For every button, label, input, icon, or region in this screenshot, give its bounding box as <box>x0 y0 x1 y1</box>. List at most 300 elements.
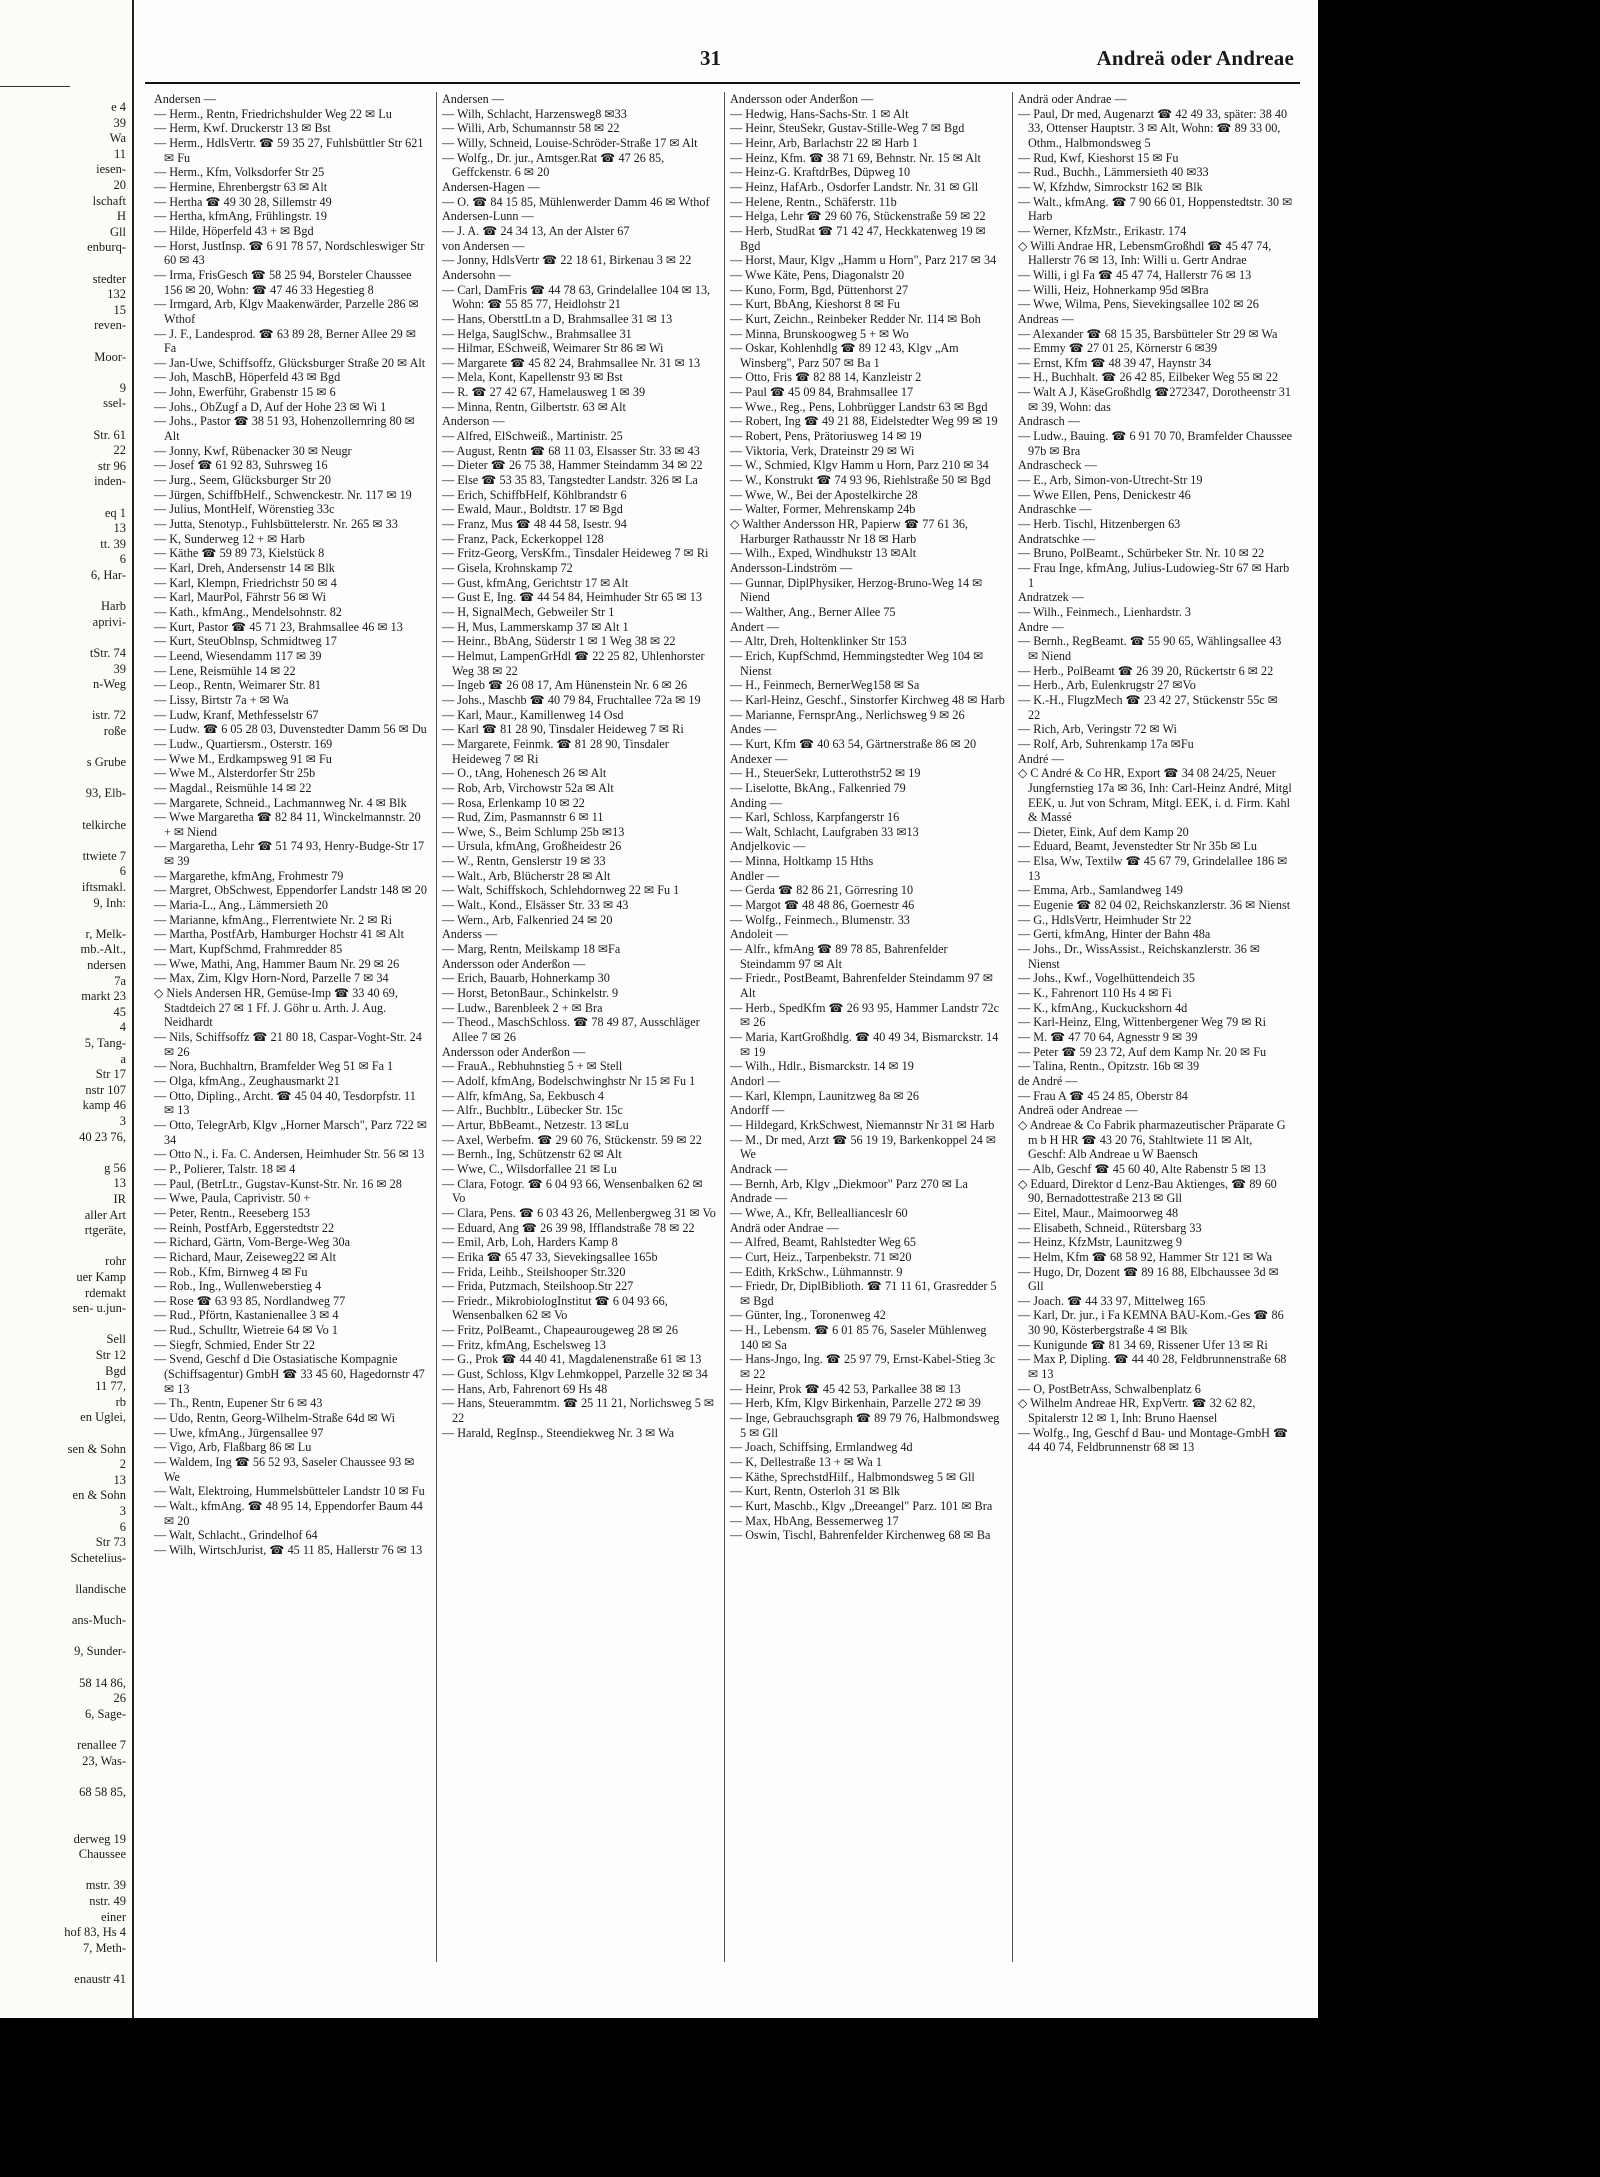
directory-entry: — Gunnar, DiplPhysiker, Herzog-Bruno-Weg 14 ✉ Niend <box>730 575 983 605</box>
directory-entry: — R. ☎ 27 42 67, Hamelausweg 1 ✉ 39 <box>442 385 646 400</box>
directory-entry: — Elisabeth, Schneid., Rütersbarg 33 <box>1018 1220 1202 1235</box>
directory-entry: — Max P, Dipling. ☎ 44 40 28, Feldbrunnenstraße 68 ✉ 13 <box>1018 1352 1287 1382</box>
directory-entry: — Ewald, Maur., Boldtstr. 17 ✉ Bgd <box>442 502 623 517</box>
previous-page-fragment: mb.-Alt., <box>80 942 126 957</box>
directory-entry: — Karl, Schloss, Karpfangerstr 16 <box>730 810 900 825</box>
directory-entry: — M., Dr med, Arzt ☎ 56 19 19, Barkenkoppel 24 ✉ We <box>730 1132 997 1162</box>
directory-entry: — Alfr., Buchbltr., Lübecker Str. 15c <box>442 1103 623 1118</box>
directory-entry: — Emma, Arb., Samlandweg 149 <box>1018 883 1183 898</box>
directory-entry: — Kurt, Maschb., Klgv „Dreeangel" Parz. 101 ✉ Bra <box>730 1499 993 1513</box>
directory-entry: — Kurt, SteuOblnsp, Schmidtweg 17 <box>154 634 337 649</box>
previous-page-fragment: 15 <box>113 302 126 317</box>
directory-entry: — Rud, Zim, Pasmannstr 6 ✉ 11 <box>442 810 604 825</box>
directory-entry: — Otto, TelegrArb, Klgv „Horner Marsch", Parz 722 ✉ 34 <box>154 1117 428 1147</box>
directory-entry: — Wilh, WirtschJurist, ☎ 45 11 85, Hallerstr 76 ✉ 13 <box>154 1542 423 1557</box>
column-divider <box>1012 92 1013 1962</box>
previous-page-fragment: iftsmakl. <box>81 880 126 894</box>
directory-entry: — Käthe ☎ 59 89 73, Kielstück 8 <box>154 546 325 561</box>
directory-entry: — Erika ☎ 65 47 33, Sievekingsallee 165b <box>442 1249 658 1264</box>
previous-page-fragment: aller Art <box>84 1207 126 1222</box>
surname-heading: Andersen-Hagen — <box>442 179 540 194</box>
directory-entry: — Herb, Kfm, Klgv Birkenhain, Parzelle 272 ✉ 39 <box>730 1396 981 1411</box>
directory-entry: — Margret, ObSchwest, Eppendorfer Landstr 148 ✉ 20 <box>154 883 427 898</box>
directory-entry: — Rud., Pförtn, Kastanienallee 3 ✉ 4 <box>154 1308 339 1323</box>
directory-entry: — Fritz, kfmAng, Eschelsweg 13 <box>442 1337 606 1352</box>
previous-page-fragment: uer Kamp <box>76 1270 126 1284</box>
directory-entry: — Theod., MaschSchloss. ☎ 78 49 87, Ausschläger Allee 7 ✉ 26 <box>442 1015 700 1044</box>
directory-entry: — Jürgen, SchiffbHelf., Schwenckestr. Nr. 117 ✉ 19 <box>154 487 412 502</box>
directory-entry: — Günter, Ing., Toronenweg 42 <box>730 1308 886 1323</box>
directory-entry: — Wwe Käte, Pens, Diagonalstr 20 <box>730 267 905 282</box>
directory-entry: — Oswin, Tischl, Bahrenfelder Kirchenweg 68 ✉ Ba <box>730 1528 991 1543</box>
previous-page-fragment: ttwiete 7 <box>82 848 126 863</box>
directory-entry: — Wolfg., Dr. jur., Amtsger.Rat ☎ 47 26 85, Geffckenstr. 6 ✉ 20 <box>442 150 665 180</box>
previous-page-fragment: markt 23 <box>81 989 126 1004</box>
directory-entry: — Axel, Werbefm. ☎ 29 60 76, Stückenstr. 59 ✉ 22 <box>442 1132 702 1147</box>
directory-entry: — Jan-Uwe, Schiffsoffz, Glücksburger Straße 20 ✉ Alt <box>154 355 426 370</box>
previous-page-fragment: llandische <box>75 1582 126 1596</box>
directory-entry: — August, Rentn ☎ 68 11 03, Elsasser Str. 33 ✉ 43 <box>442 443 700 458</box>
directory-entry: — Bernh., Ing, Schützenstr 62 ✉ Alt <box>442 1147 622 1162</box>
directory-entry: — H., Feinmech, BernerWeg158 ✉ Sa <box>730 678 920 693</box>
directory-entry: — Karl, Dreh, Andersenstr 14 ✉ Blk <box>154 561 335 575</box>
directory-entry: — Th., Rentn, Eupener Str 6 ✉ 43 <box>154 1396 323 1411</box>
directory-entry: — Rolf, Arb, Suhrenkamp 17a ✉Fu <box>1018 736 1194 751</box>
directory-entry: — Irmgard, Arb, Klgv Maakenwärder, Parzelle 286 ✉ Wthof <box>154 297 419 326</box>
previous-page-fragment: 6 <box>119 1519 126 1534</box>
directory-entry: — Johs., Maschb ☎ 40 79 84, Fruchtallee 72a ✉ 19 <box>442 692 701 707</box>
previous-page-fragment: g 56 <box>104 1160 126 1175</box>
directory-entry: — Frau Inge, kfmAng, Julius-Ludowieg-Str 67 ✉ Harb 1 <box>1018 561 1290 590</box>
directory-entry: — Hans, ObersttLtn a D, Brahmsallee 31 ✉ 13 <box>442 311 673 326</box>
directory-entry: — Jonny, Kwf, Rübenacker 30 ✉ Neugr <box>154 443 352 458</box>
directory-entry: — Carl, DamFris ☎ 44 78 63, Grindelallee 104 ✉ 13, Wohn: ☎ 55 85 77, Heidlohstr 21 <box>442 282 711 312</box>
page-number: 31 <box>700 46 721 70</box>
surname-heading: Andre — <box>1018 619 1064 634</box>
directory-entry: — K, Sunderweg 12 + ✉ Harb <box>154 531 305 546</box>
directory-entry: — Adolf, kfmAng, Bodelschwinghstr Nr 15 ✉ Fu 1 <box>442 1073 696 1088</box>
surname-heading: Andrä oder Andrae — <box>1018 92 1127 106</box>
directory-entry: — Gust E, Ing. ☎ 44 54 84, Heimhuder Str 65 ✉ 13 <box>442 590 702 605</box>
directory-entry: — Oskar, Kohlenhdlg ☎ 89 12 43, Klgv „Am Winsberg", Parz 507 ✉ Ba 1 <box>730 341 959 370</box>
directory-entry: — Karl, Maur., Kamillenweg 14 Osd <box>442 707 624 722</box>
directory-entry: — Friedr, Dr, DiplBiblioth. ☎ 71 11 61, Grasredder 5 ✉ Bgd <box>730 1279 997 1308</box>
directory-entry: — Else ☎ 53 35 83, Tangstedter Landstr. 326 ✉ La <box>442 473 698 488</box>
directory-entry: — Johs., Pastor ☎ 38 51 93, Hohenzollernring 80 ✉ Alt <box>154 414 415 444</box>
directory-entry: — Horst, BetonBaur., Schinkelstr. 9 <box>442 986 619 1001</box>
directory-entry: ◇ Eduard, Direktor d Lenz-Bau Aktienges, ☎ 89 60 90, Bernadottestraße 213 ✉ Gll <box>1018 1176 1277 1206</box>
surname-heading: Andjelkovic — <box>730 839 806 854</box>
directory-entry: — Wwe, A., Kfr, Belleallianceslr 60 <box>730 1205 908 1220</box>
directory-entry: — Kurt, Kfm ☎ 40 63 54, Gärtnerstraße 86 ✉ 20 <box>730 736 977 751</box>
previous-page-fragment: 39 <box>113 661 126 676</box>
previous-page-fragment: 9, Sunder- <box>74 1644 126 1659</box>
previous-page-fragment: 13 <box>113 1176 126 1191</box>
previous-page-fragment: 6 <box>119 864 126 879</box>
directory-entry: — Martha, PostfArb, Hamburger Hochstr 41 ✉ Alt <box>154 927 404 942</box>
previous-page-fragment: ndersen <box>87 958 126 972</box>
directory-entry: — Helmut, LampenGrHdl ☎ 22 25 82, Uhlenhorster Weg 38 ✉ 22 <box>442 648 705 678</box>
surname-heading: Andrä oder Andrae — <box>730 1220 839 1235</box>
previous-page-fragment: 39 <box>113 115 126 130</box>
directory-entry: — Wilh., Feinmech., Lienhardstr. 3 <box>1018 604 1191 619</box>
directory-entry: — Kath., kfmAng., Mendelsohnstr. 82 <box>154 604 342 619</box>
previous-page-fragment: rtgeräte, <box>84 1223 126 1238</box>
directory-entry: — Bernh, Arb, Klgv „Diekmoor" Parz 270 ✉ La <box>730 1176 968 1191</box>
previous-page-fragment: istr. 72 <box>91 708 126 723</box>
directory-entry: — Emmy ☎ 27 01 25, Körnerstr 6 ✉39 <box>1018 341 1218 356</box>
previous-page-fragment: tStr. 74 <box>89 646 126 660</box>
directory-entry: — Mela, Kont, Kapellenstr 93 ✉ Bst <box>442 370 623 385</box>
directory-entry: — Dieter ☎ 26 75 38, Hammer Steindamm 34 ✉ 22 <box>442 458 703 473</box>
directory-entry: — Helene, Rentn., Schäferstr. 11b <box>730 194 897 209</box>
surname-heading: Andersen — <box>154 92 216 106</box>
directory-entry: — Walt., Arb, Blücherstr 28 ✉ Alt <box>442 868 611 883</box>
scan-border-bottom <box>0 2018 1600 2177</box>
previous-page-fragment: 11 77, <box>95 1379 126 1394</box>
directory-entry: — J. A. ☎ 24 34 13, An der Alster 67 <box>442 223 630 238</box>
surname-heading: Anding — <box>730 795 782 810</box>
directory-entry: — H., Lebensm. ☎ 6 01 85 76, Saseler Mühlenweg 140 ✉ Sa <box>730 1323 987 1352</box>
directory-entry: — Paul, Dr med, Augenarzt ☎ 42 49 33, später: 38 40 33, Ottenser Hauptstr. 3 ✉ Alt, Wohn: ☎ 89 33 00, Othm., Halbmondsweg 5 <box>1018 106 1288 150</box>
directory-entry: — Marianne, FernsprAng., Nerlichsweg 9 ✉ 26 <box>730 707 965 722</box>
previous-page-fragment: 40 23 76, <box>79 1129 126 1144</box>
directory-entry: — Irma, FrisGesch ☎ 58 25 94, Borsteler Chaussee 156 ✉ 20, Wohn: ☎ 47 46 33 Hegestieg 8 <box>154 267 412 297</box>
previous-page-fragment: roße <box>103 724 126 738</box>
directory-entry: — Herb., PolBeamt ☎ 26 39 20, Rückertstr 6 ✉ 22 <box>1018 663 1274 678</box>
directory-entry: — Wolfg., Ing, Geschf d Bau- und Montage-GmbH ☎ 44 40 74, Feldbrunnenstr 68 ✉ 13 <box>1018 1425 1289 1455</box>
previous-page-fragment: a <box>120 1051 126 1066</box>
directory-entry: — Curt, Heiz., Tarpenbekstr. 71 ✉20 <box>730 1249 912 1264</box>
directory-entry: — Marg, Rentn, Meilskamp 18 ✉Fa <box>442 942 621 957</box>
directory-entry: — Alexander ☎ 68 15 35, Barsbütteler Str 29 ✉ Wa <box>1018 326 1278 341</box>
previous-page-fragment: 68 58 85, <box>79 1784 126 1799</box>
directory-entry: — Wwe, S., Beim Schlump 25b ✉13 <box>442 824 625 839</box>
directory-entry: — Wern., Arb, Falkenried 24 ✉ 20 <box>442 912 613 927</box>
previous-page-fragment: Str 12 <box>95 1348 126 1362</box>
surname-heading: Andersen — <box>442 92 504 106</box>
directory-entry: — Nils, Schiffsoffz ☎ 21 80 18, Caspar-Voght-Str. 24 ✉ 26 <box>154 1030 422 1059</box>
previous-page-fragment: en & Sohn <box>72 1488 126 1503</box>
surname-heading: Andersohn — <box>442 267 511 282</box>
directory-entry: — Heinz, KfzMstr, Launitzweg 9 <box>1018 1235 1182 1250</box>
surname-heading: André — <box>1018 751 1064 766</box>
previous-page-fragment: 13 <box>113 521 126 536</box>
directory-entry: — Kunigunde ☎ 81 34 69, Rissener Ufer 13 ✉ Ri <box>1018 1337 1268 1352</box>
directory-entry: — Karl-Heinz, Geschf., Sinstorfer Kirchweg 48 ✉ Harb <box>730 692 1005 707</box>
directory-entry: — Herb, StudRat ☎ 71 42 47, Heckkatenweg 19 ✉ Bgd <box>730 223 986 253</box>
directory-entry: — Maria-L., Ang., Lämmersieth 20 <box>154 898 328 913</box>
surname-heading: Andexer — <box>730 751 788 766</box>
previous-page-edge <box>0 0 134 2018</box>
directory-entry: — Vigo, Arb, Flaßbarg 86 ✉ Lu <box>154 1440 312 1455</box>
directory-entry: — Wwe., Reg., Pens, Lohbrügger Landstr 63 ✉ Bgd <box>730 399 988 414</box>
previous-page-fragment: hof 83, Hs 4 <box>64 1925 126 1940</box>
directory-entry: — Walt., kfmAng. ☎ 48 95 14, Eppendorfer Baum 44 ✉ 20 <box>154 1499 423 1528</box>
previous-page-fragment: Moor- <box>94 349 126 364</box>
directory-entry: — W., Schmied, Klgv Hamm u Horn, Parz 210 ✉ 34 <box>730 458 989 473</box>
directory-entry: — K., Fahrenort 110 Hs 4 ✉ Fi <box>1018 986 1172 1001</box>
surname-heading: Andrade — <box>730 1191 788 1206</box>
column-3 <box>730 92 1005 1962</box>
directory-entry: — Max, Zim, Klgv Horn-Nord, Parzelle 7 ✉ 34 <box>154 971 389 986</box>
directory-entry: — Horst, Maur, Klgv „Hamm u Horn", Parz 217 ✉ 34 <box>730 253 997 268</box>
directory-entry: — Joach, Schiffsing, Ermlandweg 4d <box>730 1440 913 1455</box>
previous-page-fragment: renallee 7 <box>77 1738 126 1752</box>
directory-entry: — Gisela, Krohnskamp 72 <box>442 561 573 575</box>
directory-entry: — Wwe, Mathi, Ang, Hammer Baum Nr. 29 ✉ 26 <box>154 956 400 971</box>
directory-entry: — O. ☎ 84 15 85, Mühlenwerder Damm 46 ✉ Wthof <box>442 194 710 209</box>
directory-entry: — Walt, Elektroing, Hummelsbütteler Landstr 10 ✉ Fu <box>154 1484 425 1499</box>
directory-entry: — Karl, MaurPol, Fährstr 56 ✉ Wi <box>154 590 326 605</box>
previous-page-fragment: 9, Inh: <box>93 895 126 910</box>
directory-entry: — G., Prok ☎ 44 40 41, Magdalenenstraße 61 ✉ 13 <box>442 1352 702 1367</box>
directory-entry: — Willi, i gl Fa ☎ 45 47 74, Hallerstr 76 ✉ 13 <box>1018 267 1252 282</box>
directory-entry: — Franz, Mus ☎ 48 44 58, Isestr. 94 <box>442 517 627 532</box>
directory-entry: — Marianne, kfmAng., Flerrentwiete Nr. 2 ✉ Ri <box>154 912 393 927</box>
directory-entry: — O., tAng, Hohenesch 26 ✉ Alt <box>442 766 607 781</box>
directory-entry: — Emil, Arb, Loh, Harders Kamp 8 <box>442 1235 618 1250</box>
previous-page-fragment: 13 <box>113 1472 126 1487</box>
directory-entry: — Eugenie ☎ 82 04 02, Reichskanzlerstr. 36 ✉ Nienst <box>1018 898 1291 913</box>
directory-entry: — Bruno, PolBeamt., Schürbeker Str. Nr. 10 ✉ 22 <box>1018 546 1265 561</box>
directory-entry: — Kurt, Pastor ☎ 45 71 23, Brahmsallee 46 ✉ 13 <box>154 619 403 634</box>
directory-entry: — John, Ewerführ, Grabenstr 15 ✉ 6 <box>154 385 336 400</box>
column-4 <box>1018 92 1293 1962</box>
previous-page-fragment: iesen- <box>96 162 126 177</box>
previous-page-fragment: enburq- <box>87 240 126 255</box>
directory-entry: — Joach. ☎ 44 33 97, Mittelweg 165 <box>1018 1293 1206 1308</box>
previous-page-fragment: 6, Sage- <box>85 1706 126 1721</box>
directory-entry: — Walt A J, KäseGroßhdlg ☎272347, Dorotheenstr 31 ✉ 39, Wohn: das <box>1018 385 1291 414</box>
previous-page-fragment: en Uglei, <box>80 1410 126 1425</box>
directory-entry: — Margot ☎ 48 48 86, Goernestr 46 <box>730 898 915 913</box>
directory-entry: — Wwe Ellen, Pens, Denickestr 46 <box>1018 487 1191 502</box>
previous-page-fragment: 3 <box>119 1504 126 1518</box>
directory-entry: — Rud., Schulltr, Wietreie 64 ✉ Vo 1 <box>154 1323 338 1338</box>
surname-heading: Andreä oder Andreae — <box>1018 1103 1138 1118</box>
directory-entry: — Bernh., RegBeamt. ☎ 55 90 65, Wählingsallee 43 ✉ Niend <box>1018 634 1282 663</box>
directory-entry: — Helm, Kfm ☎ 68 58 92, Hammer Str 121 ✉ Wa <box>1018 1249 1273 1264</box>
directory-entry: — Minna, Rentn, Gilbertstr. 63 ✉ Alt <box>442 399 626 414</box>
directory-entry: — Wilh., Hdlr., Bismarckstr. 14 ✉ 19 <box>730 1059 914 1074</box>
previous-page-fragment: Schetelius- <box>70 1550 126 1565</box>
previous-page-fragment: 2 <box>119 1457 126 1472</box>
directory-entry: — Magdal., Reismühle 14 ✉ 22 <box>154 780 312 795</box>
previous-page-fragment: enaustr 41 <box>74 1972 126 1986</box>
directory-entry: — Hermine, Ehrenbergstr 63 ✉ Alt <box>154 179 328 194</box>
previous-page-fragment: aprivi- <box>92 614 126 629</box>
directory-entry: — O, PostBetrAss, Schwalbenplatz 6 <box>1018 1381 1201 1396</box>
running-head: Andreä oder Andreae <box>1096 46 1294 70</box>
directory-entry: — Peter, Rentn., Reeseberg 153 <box>154 1205 310 1220</box>
previous-page-fragment: 23, Was- <box>82 1753 126 1768</box>
directory-entry: — Johs., ObZugf a D, Auf der Hohe 23 ✉ Wi 1 <box>154 399 387 414</box>
directory-entry: — Margarethe, kfmAng, Frohmestr 79 <box>154 868 344 883</box>
directory-entry: — Willi, Heiz, Hohnerkamp 95d ✉Bra <box>1018 282 1209 297</box>
directory-entry: — Ludw, Kranf, Methfesselstr 67 <box>154 707 319 722</box>
directory-entry: — Jurg., Seem, Glücksburger Str 20 <box>154 473 331 488</box>
directory-entry: — Erich, Bauarb, Hohnerkamp 30 <box>442 971 610 986</box>
column-divider <box>724 92 725 1962</box>
previous-page-fragment: rb <box>115 1394 126 1409</box>
surname-heading: Andreas — <box>1018 311 1074 326</box>
directory-entry: ◇ Willi Andrae HR, LebensmGroßhdl ☎ 45 47 74, Hallerstr 76 ✉ 13, Inh: Willi u. Gertr Andrae <box>1018 238 1272 268</box>
directory-entry: — Hugo, Dr, Dozent ☎ 89 16 88, Elbchaussee 3d ✉ Gll <box>1018 1264 1279 1294</box>
previous-page-fragment: nstr. 49 <box>89 1894 126 1908</box>
directory-entry: — Wwe, C., Wilsdorfallee 21 ✉ Lu <box>442 1161 617 1176</box>
previous-page-fragment: 4 <box>119 1020 126 1035</box>
directory-entry: — Liselotte, BkAng., Falkenried 79 <box>730 780 906 795</box>
directory-entry: — Alfr, kfmAng, Sa, Eekbusch 4 <box>442 1088 604 1103</box>
previous-page-fragment: 22 <box>113 443 126 458</box>
directory-entry: — Gust, kfmAng, Gerichtstr 17 ✉ Alt <box>442 575 629 590</box>
directory-entry: — Margarete, Feinmk. ☎ 81 28 90, Tinsdaler Heideweg 7 ✉ Ri <box>442 736 669 766</box>
directory-entry: — Wwe, Paula, Caprivistr. 50 + <box>154 1191 311 1206</box>
directory-entry: — W., Konstrukt ☎ 74 93 96, Riehlstraße 50 ✉ Bgd <box>730 473 991 488</box>
surname-heading: de André — <box>1018 1073 1078 1088</box>
directory-entry: — Wwe M., Alsterdorfer Str 25b <box>154 766 316 781</box>
directory-entry: — K., kfmAng., Kuckuckshorn 4d <box>1018 1000 1188 1015</box>
directory-entry: — Willy, Schneid, Louise-Schröder-Straße 17 ✉ Alt <box>442 135 698 150</box>
previous-page-fragment: mstr. 39 <box>85 1878 126 1893</box>
directory-entry: — Ursula, kfmAng, Großheidestr 26 <box>442 839 622 854</box>
directory-entry: — H., Buchhalt. ☎ 26 42 85, Eilbeker Weg 55 ✉ 22 <box>1018 370 1279 385</box>
directory-entry: — Richard, Maur, Zeiseweg22 ✉ Alt <box>154 1249 337 1264</box>
column-1 <box>154 92 429 1962</box>
previous-page-fragment: ans-Much- <box>71 1613 126 1628</box>
directory-entry: — J. F., Landesprod. ☎ 63 89 28, Berner Allee 29 ✉ Fa <box>154 326 417 356</box>
previous-page-fragment: 93, Elb- <box>85 786 126 801</box>
previous-page-fragment: tt. 39 <box>100 536 126 551</box>
directory-entry: — Kuno, Form, Bgd, Püttenhorst 27 <box>730 282 909 297</box>
previous-page-fragment: 6 <box>119 552 126 567</box>
directory-entry: — Eitel, Maur., Maimoorweg 48 <box>1018 1205 1179 1220</box>
surname-heading: Andes — <box>730 722 777 737</box>
directory-entry: — Olga, kfmAng., Zeughausmarkt 21 <box>154 1073 340 1088</box>
directory-entry: — Nora, Buchhaltrn, Bramfelder Weg 51 ✉ Fa 1 <box>154 1059 394 1074</box>
previous-page-fragment: 132 <box>107 287 126 302</box>
directory-entry: — Maria, KartGroßhdlg. ☎ 40 49 34, Bismarckstr. 14 ✉ 19 <box>730 1030 999 1059</box>
directory-entry: — Herm., Kfm, Volksdorfer Str 25 <box>154 165 325 180</box>
directory-entry: — Walther, Ang., Berner Allee 75 <box>730 604 896 619</box>
directory-entry: — K.-H., FlugzMech ☎ 23 42 27, Stückenstr 55c ✉ 22 <box>1018 692 1278 722</box>
previous-page-fragment: n-Weg <box>92 677 126 692</box>
previous-page-fragment: 26 <box>113 1691 126 1706</box>
previous-page-fragment: str 96 <box>97 458 126 473</box>
directory-entry: — Siegfr, Schmied, Ender Str 22 <box>154 1337 315 1352</box>
directory-entry: — Otto, Fris ☎ 82 88 14, Kanzleistr 2 <box>730 370 922 385</box>
directory-entry: — Heinr., BbAng, Süderstr 1 ✉ 1 Weg 38 ✉ 22 <box>442 634 676 649</box>
directory-entry: — Eduard, Ang ☎ 26 39 98, Ifflandstraße 78 ✉ 22 <box>442 1220 695 1235</box>
directory-entry: — Richard, Gärtn, Vom-Berge-Weg 30a <box>154 1235 351 1250</box>
previous-page-fragment: 6, Har- <box>90 568 126 582</box>
previous-page-fragment: kamp 46 <box>82 1098 126 1113</box>
directory-entry: — Heinz-G. KraftdrBes, Düpweg 10 <box>730 165 911 180</box>
previous-page-fragment: telkirche <box>82 817 126 832</box>
surname-heading: Andersson-Lindström — <box>730 561 853 575</box>
directory-entry: — Edith, KrkSchw., Lühmannstr. 9 <box>730 1264 903 1279</box>
previous-page-fragment: e 4 <box>111 100 126 114</box>
previous-page-fragment: 9 <box>119 380 126 395</box>
directory-entry: — Fritz, PolBeamt., Chapeaurougeweg 28 ✉ 26 <box>442 1323 678 1338</box>
directory-entry: — Helga, Lehr ☎ 29 60 76, Stückenstraße 59 ✉ 22 <box>730 209 986 224</box>
directory-entry: — Karl-Heinz, Elng, Wittenbergener Weg 79 ✉ Ri <box>1018 1015 1267 1030</box>
surname-heading: Andratschke — <box>1018 531 1095 546</box>
directory-entry: — Hilde, Höperfeld 43 + ✉ Bgd <box>154 223 314 238</box>
previous-page-fragment: rdemakt <box>85 1285 126 1300</box>
directory-entry: — Erich, KupfSchmd, Hemmingstedter Weg 104 ✉ Nienst <box>730 648 984 678</box>
directory-entry: — Fritz-Georg, VersKfm., Tinsdaler Heideweg 7 ✉ Ri <box>442 546 709 561</box>
directory-entry: ◇ Wilhelm Andreae HR, ExpVertr. ☎ 32 62 82, Spitalerstr 12 ✉ 1, Inh: Bruno Haensel <box>1018 1396 1256 1426</box>
directory-entry: — Werner, KfzMstr., Erikastr. 174 <box>1018 223 1187 238</box>
previous-page-fragment: 7a <box>114 973 126 988</box>
previous-page-fragment: rohr <box>105 1254 126 1269</box>
directory-entry: — Johs., Kwf., Vogelhüttendeich 35 <box>1018 971 1195 986</box>
directory-entry: — FrauA., Rebhuhnstieg 5 + ✉ Stell <box>442 1059 623 1074</box>
previous-page-fragment: Str. 61 <box>93 427 126 442</box>
directory-entry: — Hans, Steuerammtm. ☎ 25 11 21, Norlichsweg 5 ✉ 22 <box>442 1396 715 1426</box>
directory-entry: — Rosa, Erlenkamp 10 ✉ 22 <box>442 795 585 810</box>
directory-entry: — Wwe, Wilma, Pens, Sievekingsallee 102 ✉ 26 <box>1018 297 1259 312</box>
directory-entry: — Paul ☎ 45 09 84, Brahmsallee 17 <box>730 385 914 400</box>
column-divider <box>436 92 437 1962</box>
directory-entry: — Heinr, Arb, Barlachstr 22 ✉ Harb 1 <box>730 135 919 150</box>
directory-entry: — Rob., Ing., Wullenweberstieg 4 <box>154 1279 322 1294</box>
previous-page-fragment: H <box>116 209 126 224</box>
directory-entry: — W., Rentn, Genslerstr 19 ✉ 33 <box>442 854 606 869</box>
directory-entry: — Wwe M., Erdkampsweg 91 ✉ Fu <box>154 751 332 766</box>
directory-entry: — G., HdlsVertr, Heimhuder Str 22 <box>1018 912 1192 927</box>
directory-entry: — Walt, Schiffskoch, Schlehdornweg 22 ✉ Fu 1 <box>442 883 680 898</box>
directory-entry: — Herm., Rentn, Friedrichshulder Weg 22 ✉ Lu <box>154 106 392 121</box>
previous-page-fragment: nstr 107 <box>85 1082 126 1097</box>
previous-page-fragment: Sell <box>106 1332 126 1347</box>
surname-heading: Andler — <box>730 868 780 883</box>
directory-entry: — Gerti, kfmAng, Hinter der Bahn 48a <box>1018 927 1211 942</box>
directory-entry: — P., Polierer, Talstr. 18 ✉ 4 <box>154 1161 296 1176</box>
directory-entry: — Heinr, Prok ☎ 45 42 53, Parkallee 38 ✉ 13 <box>730 1381 961 1396</box>
directory-entry: — Lene, Reismühle 14 ✉ 22 <box>154 663 296 678</box>
directory-entry: — Robert, Ing ☎ 49 21 88, Eidelstedter Weg 99 ✉ 19 <box>730 414 998 429</box>
directory-entry: — Horst, JustInsp. ☎ 6 91 78 57, Nordschleswiger Str 60 ✉ 43 <box>154 238 425 268</box>
surname-heading: Andersen-Lunn — <box>442 209 534 224</box>
directory-entry: — Ludw., Barenbleek 2 + ✉ Bra <box>442 1000 603 1015</box>
directory-entry: — Gerda ☎ 82 86 21, Görresring 10 <box>730 883 914 898</box>
directory-entry: — Elsa, Ww, Textilw ☎ 45 67 79, Grindelallee 186 ✉ 13 <box>1018 854 1288 883</box>
directory-entry: — Herm, Kwf. Druckerstr 13 ✉ Bst <box>154 121 331 136</box>
previous-page-fragment: stedter <box>92 271 126 286</box>
directory-entry: — Hildegard, KrkSchwest, Niemannstr Nr 31 ✉ Harb <box>730 1117 995 1132</box>
directory-entry: — Paul, (BetrLtr., Gugstav-Kunst-Str. Nr. 16 ✉ 28 <box>154 1176 402 1191</box>
surname-heading: Andorl — <box>730 1073 780 1088</box>
surname-heading: Anderss — <box>442 927 498 942</box>
directory-entry: — M. ☎ 47 70 64, Agnesstr 9 ✉ 39 <box>1018 1030 1198 1044</box>
directory-entry: — Leend, Wiesendamm 117 ✉ 39 <box>154 648 322 663</box>
directory-entry: — Alb, Geschf ☎ 45 60 40, Alte Rabenstr 5 ✉ 13 <box>1018 1161 1266 1176</box>
directory-entry: — Otto N., i. Fa. C. Andersen, Heimhuder Str. 56 ✉ 13 <box>154 1147 425 1162</box>
directory-entry: — Peter ☎ 59 23 72, Auf dem Kamp Nr. 20 ✉ Fu <box>1018 1044 1267 1059</box>
directory-entry: — Rob, Arb, Virchowstr 52a ✉ Alt <box>442 780 614 795</box>
directory-entry: — Rud, Kwf, Kieshorst 15 ✉ Fu <box>1018 150 1179 165</box>
directory-entry: — E., Arb, Simon-von-Utrecht-Str 19 <box>1018 473 1203 488</box>
previous-page-fragment: 5, Tang- <box>84 1036 126 1050</box>
directory-entry: — Julius, MontHelf, Wörenstieg 33c <box>154 502 335 517</box>
directory-entry: — Robert, Pens, Prätoriusweg 14 ✉ 19 <box>730 429 922 444</box>
surname-heading: Anderson — <box>442 414 505 429</box>
directory-entry: — Minna, Holtkamp 15 Hths <box>730 854 874 869</box>
directory-entry: — Heinz, HafArb., Osdorfer Landstr. Nr. 31 ✉ Gll <box>730 179 979 194</box>
